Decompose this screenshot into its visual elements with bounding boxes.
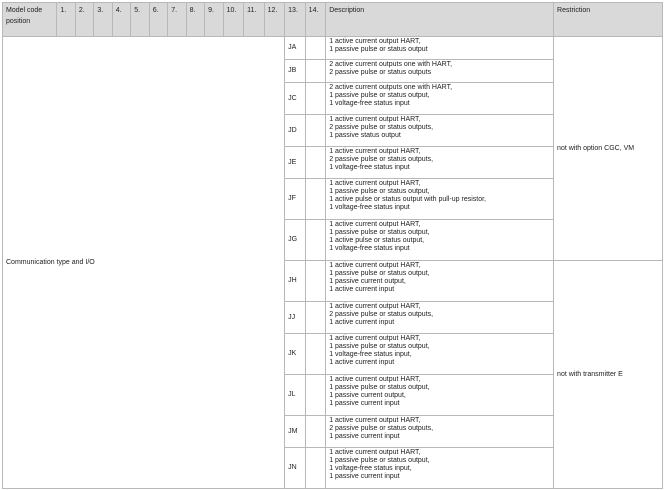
description-line: 2 passive pulse or status outputs bbox=[329, 69, 432, 76]
position-14-cell bbox=[305, 334, 326, 375]
option-description bbox=[326, 220, 554, 261]
position-header: 7. bbox=[168, 3, 186, 37]
option-description bbox=[326, 37, 554, 60]
table-body bbox=[3, 37, 663, 489]
position-header: 13. bbox=[285, 3, 306, 37]
header-row bbox=[3, 3, 663, 37]
description-line: 1 active current output HART, bbox=[329, 303, 421, 310]
description-line: 1 passive current input bbox=[329, 400, 400, 407]
option-code: JJ bbox=[285, 302, 306, 334]
restriction-cell: not with option CGC, VM bbox=[554, 37, 663, 261]
description-line: 1 active current output HART, bbox=[329, 335, 421, 342]
position-14-cell bbox=[305, 115, 326, 147]
position-14-cell bbox=[305, 220, 326, 261]
description-line: 1 active current output HART, bbox=[329, 449, 421, 456]
description-line: 2 passive pulse or status outputs, bbox=[329, 311, 434, 318]
description-line: 1 active pulse or status output with pull-up resistor, bbox=[329, 196, 486, 203]
description-line: 1 passive pulse or status output, bbox=[329, 457, 430, 464]
option-code: JL bbox=[285, 375, 306, 416]
table-row bbox=[3, 37, 663, 60]
position-14-cell bbox=[305, 60, 326, 83]
option-code: JK bbox=[285, 334, 306, 375]
description-line: 1 passive pulse or status output, bbox=[329, 343, 430, 350]
model-code-table bbox=[2, 2, 663, 489]
restriction-cell: not with transmitter E bbox=[554, 261, 663, 489]
description-line: 1 active current output HART, bbox=[329, 116, 421, 123]
description-line: 1 voltage-free status input bbox=[329, 164, 410, 171]
position-header: 8. bbox=[186, 3, 204, 37]
position-14-cell bbox=[305, 179, 326, 220]
restriction-header: Restriction bbox=[554, 3, 663, 37]
option-description bbox=[326, 60, 554, 83]
description-line: 2 passive pulse or status outputs, bbox=[329, 425, 434, 432]
position-header: 4. bbox=[112, 3, 130, 37]
description-line: 1 voltage-free status input bbox=[329, 245, 410, 252]
description-line: 2 passive pulse or status outputs, bbox=[329, 124, 434, 131]
option-code: JF bbox=[285, 179, 306, 220]
group-label: Communication type and I/O bbox=[3, 37, 285, 489]
description-line: 1 passive pulse or status output, bbox=[329, 92, 430, 99]
position-14-cell bbox=[305, 302, 326, 334]
position-header: 14. bbox=[305, 3, 326, 37]
option-code: JD bbox=[285, 115, 306, 147]
description-line: 1 active current output HART, bbox=[329, 376, 421, 383]
position-14-cell bbox=[305, 448, 326, 489]
option-description bbox=[326, 115, 554, 147]
description-line: 1 passive pulse or status output, bbox=[329, 384, 430, 391]
description-line: 1 passive current output, bbox=[329, 392, 406, 399]
position-header: 5. bbox=[131, 3, 149, 37]
option-code: JN bbox=[285, 448, 306, 489]
description-header: Description bbox=[326, 3, 554, 37]
description-line: 1 passive current input bbox=[329, 433, 400, 440]
model-code-position-header: Model code position bbox=[3, 3, 57, 37]
description-line: 1 passive status output bbox=[329, 132, 401, 139]
option-description bbox=[326, 302, 554, 334]
position-header: 11. bbox=[244, 3, 265, 37]
position-14-cell bbox=[305, 83, 326, 115]
model-code-table-container bbox=[2, 2, 663, 489]
option-code: JE bbox=[285, 147, 306, 179]
description-line: 1 active current output HART, bbox=[329, 148, 421, 155]
description-line: 1 active current input bbox=[329, 319, 395, 326]
option-code: JH bbox=[285, 261, 306, 302]
option-code: JG bbox=[285, 220, 306, 261]
option-code: JB bbox=[285, 60, 306, 83]
description-line: 1 voltage-free status input, bbox=[329, 465, 412, 472]
position-14-cell bbox=[305, 261, 326, 302]
position-14-cell bbox=[305, 416, 326, 448]
description-line: 2 active current outputs one with HART, bbox=[329, 61, 453, 68]
position-header: 2. bbox=[75, 3, 93, 37]
position-header: 6. bbox=[149, 3, 167, 37]
description-line: 1 active current input bbox=[329, 286, 395, 293]
position-14-cell bbox=[305, 37, 326, 60]
description-line: 2 passive pulse or status outputs, bbox=[329, 156, 434, 163]
description-line: 1 voltage-free status input bbox=[329, 100, 410, 107]
option-description bbox=[326, 83, 554, 115]
option-description bbox=[326, 261, 554, 302]
position-header: 9. bbox=[205, 3, 223, 37]
description-line: 1 passive pulse or status output, bbox=[329, 229, 430, 236]
option-code: JC bbox=[285, 83, 306, 115]
description-line: 1 voltage-free status input, bbox=[329, 351, 412, 358]
description-line: 1 active current output HART, bbox=[329, 262, 421, 269]
position-header: 10. bbox=[223, 3, 244, 37]
description-line: 1 passive pulse or status output, bbox=[329, 188, 430, 195]
option-description bbox=[326, 375, 554, 416]
description-line: 1 passive current input bbox=[329, 473, 400, 480]
option-code: JA bbox=[285, 37, 306, 60]
description-line: 1 active current input bbox=[329, 359, 395, 366]
description-line: 1 active pulse or status output, bbox=[329, 237, 425, 244]
description-line: 1 voltage-free status input bbox=[329, 204, 410, 211]
position-header: 12. bbox=[264, 3, 285, 37]
description-line: 1 active current output HART, bbox=[329, 38, 421, 45]
description-line: 1 active current output HART, bbox=[329, 417, 421, 424]
option-code: JM bbox=[285, 416, 306, 448]
description-line: 2 active current outputs one with HART, bbox=[329, 84, 453, 91]
option-description bbox=[326, 448, 554, 489]
description-line: 1 active current output HART, bbox=[329, 221, 421, 228]
description-line: 1 active current output HART, bbox=[329, 180, 421, 187]
option-description bbox=[326, 416, 554, 448]
position-14-cell bbox=[305, 147, 326, 179]
position-header: 3. bbox=[94, 3, 112, 37]
option-description bbox=[326, 334, 554, 375]
option-description bbox=[326, 179, 554, 220]
description-line: 1 passive pulse or status output, bbox=[329, 270, 430, 277]
description-line: 1 passive pulse or status output bbox=[329, 46, 428, 53]
position-14-cell bbox=[305, 375, 326, 416]
position-header: 1. bbox=[57, 3, 75, 37]
option-description bbox=[326, 147, 554, 179]
description-line: 1 passive current output, bbox=[329, 278, 406, 285]
